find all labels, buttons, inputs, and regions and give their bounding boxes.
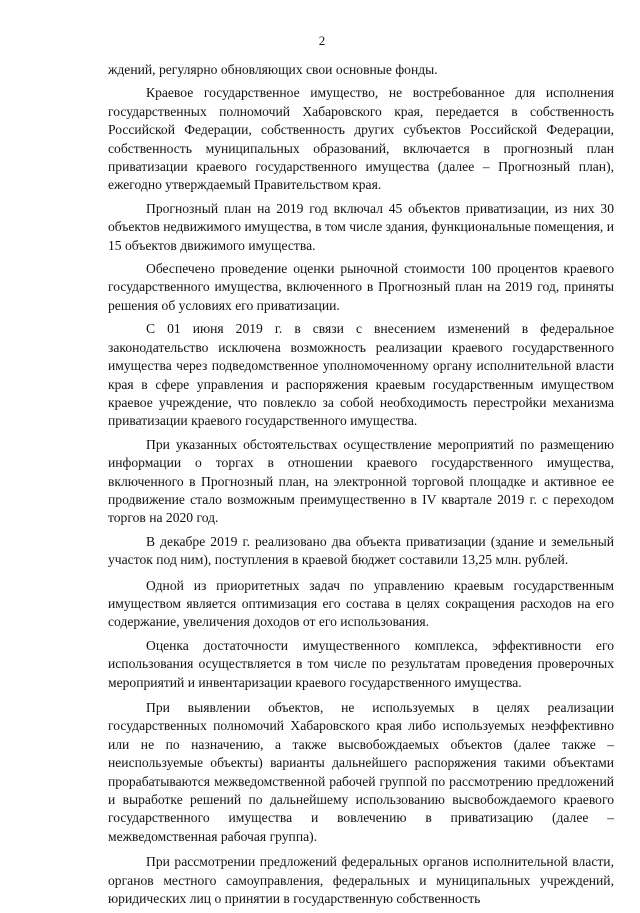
paragraph-property-transfer: Краевое государственное имущество, не востребованное для исполнения государственных полномочий Хабаровского края, передается в собственность Российской Федерации, собственность других субъектов Российской Федерации, собственность муниципальных образований, включается в прогнозный план приватизации краевого государственного имущества (далее – Прогнозный план), ежегодно утверждаемый Правительством края. [108,85,614,193]
paragraph-proposals-review: При рассмотрении предложений федеральных органов исполнительной власти, органов местного самоуправления, федеральных и муниципальных учреждений, юридических лиц о принятии в государственную собственность [108,854,614,907]
paragraph-continued: ждений, регулярно обновляющих свои основные фонды. [108,62,438,77]
paragraph-electronic-trading: При указанных обстоятельствах осуществление мероприятий по размещению информации о торгах в отношении краевого государственного имущества, включенного в Прогнозный план, на электронной торговой площадке и активное ее продвижение стало возможным преимущественно в IV квартале 2019 г. с переходом торгов на 2020 год. [108,436,614,526]
paragraph-efficiency-assessment: Оценка достаточности имущественного комплекса, эффективности его использования осуществляется в том числе по результатам проведения проверочных мероприятий и инвентаризации краевого государственного имущества. [108,637,614,690]
document-body [108,61,614,913]
paragraph-unused-objects: При выявлении объектов, не используемых в целях реализации государственных полномочий Хабаровского края либо используемых неэффективно или не по назначению, а также высвобождаемых объектов (далее также – неиспользуемые объекты) варианты дальнейшего распоряжения такими объектами прорабатываются межведомственной рабочей группой по рассмотрению предложений и выработке решений по дальнейшему использованию высвобождаемого краевого государственного имущества и вовлечению в приватизацию (далее – межведомственная рабочая группа). [108,700,614,844]
paragraph-priority-tasks: Одной из приоритетных задач по управлению краевым государственным имуществом является оптимизация его состава в целях сокращения расходов на его содержание, увеличения доходов от его использования. [108,577,614,630]
page-number: 2 [318,33,326,48]
paragraph-market-valuation: Обеспечено проведение оценки рыночной стоимости 100 процентов краевого государственного имущества, включенного в Прогнозный план на 2019 год, приняты решения об условиях его приватизации. [108,261,614,313]
paragraph-legislation-change: С 01 июня 2019 г. в связи с внесением изменений в федеральное законодательство исключена возможность реализации краевого государственного имущества через подведомственное уполномоченному органу исполнительной власти края в сфере управления и распоряжения краевым государственным имуществом краевое учреждение, что повлекло за собой необходимость перестройки механизма приватизации краевого государственного имущества. [108,321,614,429]
paragraph-december-sales: В декабре 2019 г. реализовано два объекта приватизации (здание и земельный участок под ним), поступления в краевой бюджет составили 13,25 млн. рублей. [108,533,614,568]
paragraph-forecast-plan-2019: Прогнозный план на 2019 год включал 45 объектов приватизации, из них 30 объектов недвижимого имущества, в том числе здания, функциональные помещения, и 15 объектов движимого имущества. [108,200,614,253]
